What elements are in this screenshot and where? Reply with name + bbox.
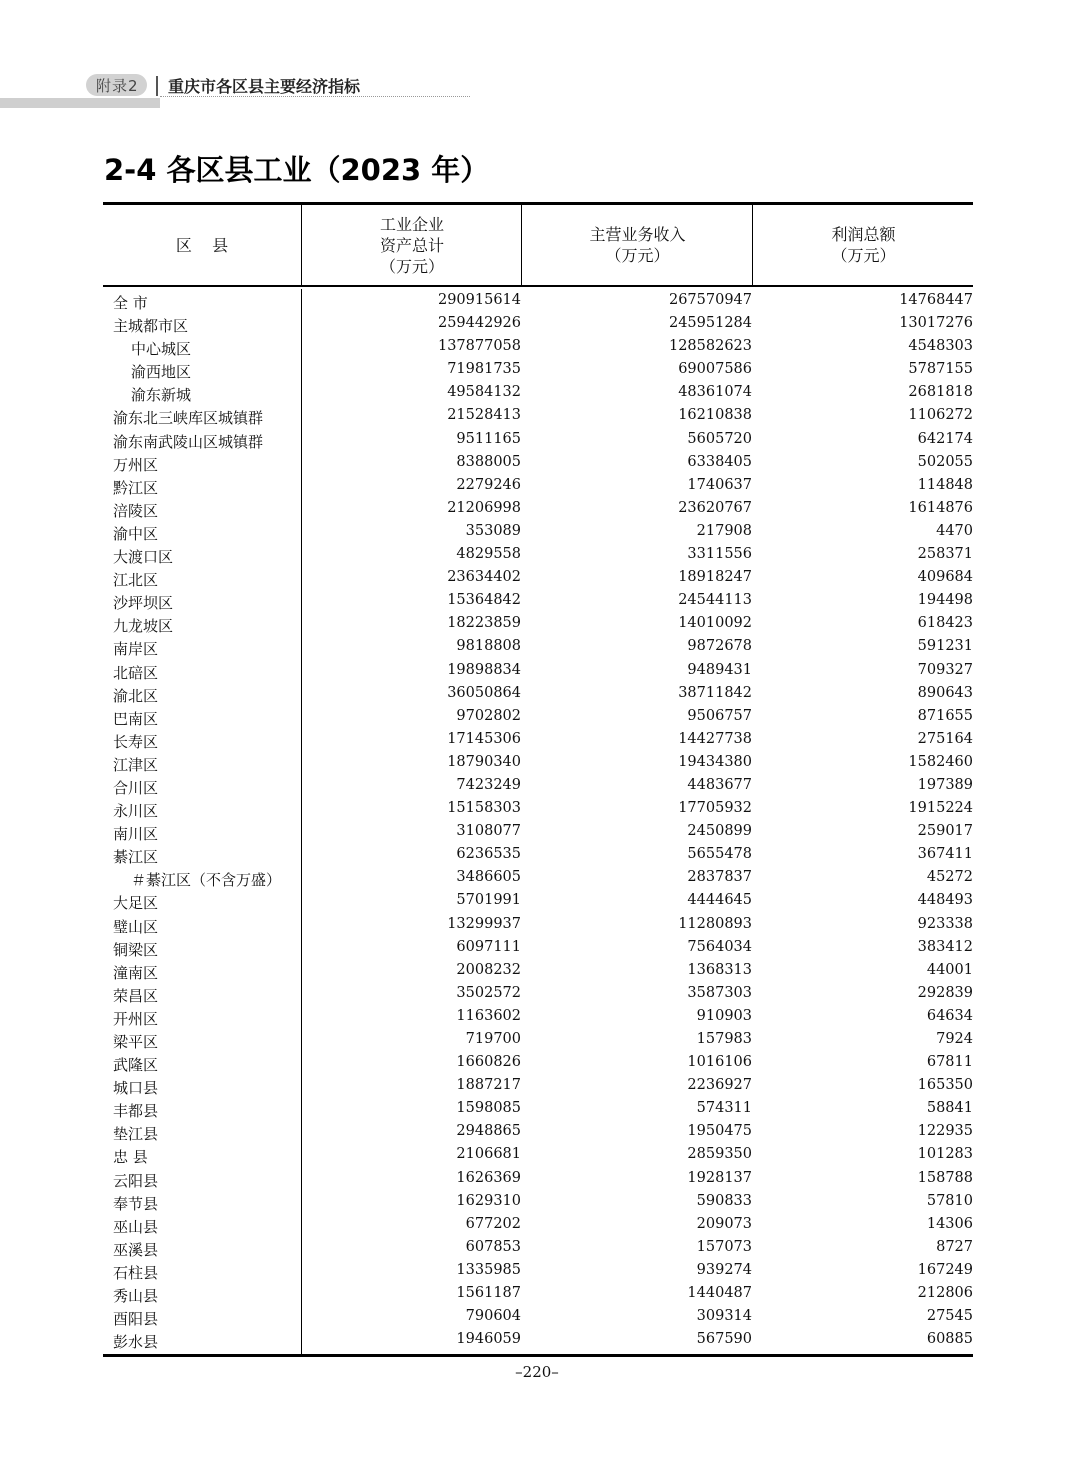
total-profit-cell: 45272 bbox=[926, 869, 973, 886]
district-name: 九龙坡区 bbox=[113, 617, 174, 636]
total-assets-cell: 49584132 bbox=[447, 384, 521, 401]
total-profit-cell: 642174 bbox=[917, 430, 973, 447]
total-profit-cell: 591231 bbox=[917, 638, 973, 655]
main-revenue-cell: 2859350 bbox=[687, 1146, 752, 1163]
main-revenue-cell: 17705932 bbox=[678, 800, 752, 817]
district-name: 合川区 bbox=[113, 778, 159, 797]
main-revenue-cell: 38711842 bbox=[678, 684, 752, 701]
total-profit-cell: 258371 bbox=[917, 546, 973, 563]
table-row bbox=[103, 381, 973, 404]
total-assets-cell: 71981735 bbox=[447, 361, 521, 378]
appendix-badge: 附录2 bbox=[86, 74, 147, 96]
total-assets-cell: 23634402 bbox=[447, 569, 521, 586]
main-revenue-cell: 14010092 bbox=[678, 615, 752, 632]
table-row bbox=[103, 612, 973, 635]
table-row bbox=[103, 959, 973, 982]
page-number: –220– bbox=[515, 1363, 559, 1381]
total-profit-cell: 448493 bbox=[917, 892, 973, 909]
district-name: 綦江区 bbox=[113, 848, 159, 867]
district-name: 长寿区 bbox=[113, 732, 159, 751]
table-row bbox=[103, 1005, 973, 1028]
total-assets-cell: 15158303 bbox=[447, 800, 521, 817]
total-profit-cell: 5787155 bbox=[908, 361, 973, 378]
total-profit-cell: 167249 bbox=[917, 1261, 973, 1278]
district-name: 全 市 bbox=[113, 294, 148, 312]
total-profit-cell: 383412 bbox=[917, 938, 973, 955]
total-assets-cell: 5701991 bbox=[456, 892, 521, 909]
table-row bbox=[103, 1236, 973, 1259]
total-profit-cell: 618423 bbox=[917, 615, 973, 632]
main-revenue-cell: 4483677 bbox=[687, 776, 752, 793]
total-profit-cell: 44001 bbox=[926, 961, 973, 978]
table-row bbox=[103, 1328, 973, 1351]
total-assets-cell: 2106681 bbox=[456, 1146, 521, 1163]
header-line: 资产总计 bbox=[379, 235, 444, 255]
main-revenue-cell: 217908 bbox=[696, 522, 752, 539]
district-name: 渝中区 bbox=[113, 524, 159, 543]
main-revenue-cell: 567590 bbox=[696, 1331, 752, 1348]
district-name: 铜梁区 bbox=[113, 940, 159, 959]
main-revenue-cell: 24544113 bbox=[678, 592, 752, 609]
total-profit-cell: 409684 bbox=[917, 569, 973, 586]
district-name: 秀山县 bbox=[113, 1287, 159, 1306]
district-name: 巫山县 bbox=[113, 1217, 159, 1236]
district-name: 巫溪县 bbox=[113, 1240, 159, 1259]
district-name: 云阳县 bbox=[113, 1171, 159, 1190]
total-assets-cell: 8388005 bbox=[456, 453, 521, 470]
total-assets-cell: 17145306 bbox=[447, 730, 521, 747]
total-assets-cell: 677202 bbox=[465, 1215, 521, 1232]
district-name: 开州区 bbox=[113, 1009, 159, 1028]
table-row bbox=[103, 289, 973, 312]
main-revenue-cell: 1016106 bbox=[687, 1054, 752, 1071]
header-line: 区 县 bbox=[175, 235, 229, 255]
header-line: （万元） bbox=[831, 246, 896, 265]
total-assets-cell: 2008232 bbox=[456, 961, 521, 978]
total-profit-cell: 14768447 bbox=[899, 292, 973, 308]
main-revenue-cell: 2450899 bbox=[687, 823, 752, 840]
table-row bbox=[103, 797, 973, 820]
table-row bbox=[103, 589, 973, 612]
total-profit-cell: 114848 bbox=[917, 476, 973, 493]
table-row bbox=[103, 497, 973, 520]
district-name: 大渡口区 bbox=[113, 548, 174, 567]
main-revenue-cell: 3311556 bbox=[687, 546, 752, 563]
total-assets-cell: 719700 bbox=[465, 1031, 521, 1047]
table-row bbox=[103, 358, 973, 381]
total-assets-cell: 1626369 bbox=[456, 1169, 521, 1186]
district-name: 奉节县 bbox=[113, 1194, 159, 1213]
total-assets-cell: 2279246 bbox=[456, 476, 521, 493]
main-revenue-cell: 48361074 bbox=[678, 384, 752, 401]
district-name: 北碚区 bbox=[113, 663, 159, 682]
total-profit-cell: 58841 bbox=[926, 1100, 973, 1117]
district-name: 武隆区 bbox=[113, 1056, 159, 1075]
district-name: 渝东南武陵山区城镇群 bbox=[113, 432, 264, 451]
total-profit-cell: 57810 bbox=[926, 1192, 973, 1209]
table-row bbox=[103, 1190, 973, 1213]
main-revenue-cell: 18918247 bbox=[678, 569, 752, 586]
district-name: 渝西地区 bbox=[131, 363, 192, 382]
main-revenue-cell: 3587303 bbox=[687, 984, 752, 1001]
table-row bbox=[103, 820, 973, 843]
total-profit-cell: 871655 bbox=[917, 707, 973, 724]
main-revenue-cell: 1950475 bbox=[687, 1123, 752, 1140]
district-name: 城口县 bbox=[113, 1079, 159, 1098]
table-header bbox=[103, 202, 973, 287]
total-profit-cell: 502055 bbox=[917, 453, 973, 470]
table-row bbox=[103, 451, 973, 474]
main-revenue-cell: 4444645 bbox=[687, 892, 752, 909]
total-profit-cell: 101283 bbox=[917, 1146, 973, 1163]
table-row bbox=[103, 1143, 973, 1166]
total-assets-cell: 1561187 bbox=[456, 1285, 521, 1302]
district-name: 江北区 bbox=[113, 571, 159, 590]
main-revenue-cell: 2236927 bbox=[687, 1077, 752, 1094]
main-revenue-cell: 209073 bbox=[696, 1215, 752, 1232]
table-row bbox=[103, 312, 973, 335]
page-title: 2-4 各区县工业（2023 年） bbox=[104, 153, 490, 187]
district-name: 沙坪坝区 bbox=[113, 594, 174, 613]
total-assets-cell: 259442926 bbox=[437, 315, 521, 332]
table-row bbox=[103, 1051, 973, 1074]
table-row bbox=[103, 728, 973, 751]
total-assets-cell: 36050864 bbox=[447, 684, 521, 701]
district-name: 梁平区 bbox=[113, 1033, 159, 1051]
main-revenue-cell: 23620767 bbox=[678, 499, 752, 516]
total-profit-cell: 275164 bbox=[917, 730, 973, 747]
district-name: 南川区 bbox=[113, 825, 159, 844]
district-name: 垫江县 bbox=[113, 1125, 159, 1144]
table-row bbox=[103, 774, 973, 797]
total-profit-cell: 67811 bbox=[926, 1054, 973, 1071]
total-profit-cell: 14306 bbox=[926, 1215, 973, 1232]
table-row bbox=[103, 474, 973, 497]
table-row bbox=[103, 659, 973, 682]
header-dotted-rule bbox=[160, 96, 470, 97]
total-profit-cell: 4548303 bbox=[908, 338, 973, 355]
main-revenue-cell: 1368313 bbox=[687, 961, 752, 978]
total-profit-cell: 212806 bbox=[917, 1285, 973, 1302]
total-profit-cell: 197389 bbox=[917, 776, 973, 793]
table-row bbox=[103, 913, 973, 936]
total-assets-cell: 353089 bbox=[465, 522, 521, 539]
main-revenue-cell: 245951284 bbox=[668, 315, 752, 332]
total-profit-cell: 122935 bbox=[917, 1123, 973, 1140]
total-profit-cell: 8727 bbox=[936, 1238, 973, 1255]
district-name: 渝北区 bbox=[113, 686, 159, 705]
total-profit-cell: 292839 bbox=[917, 984, 973, 1001]
main-revenue-cell: 157073 bbox=[696, 1238, 752, 1255]
district-name: 黔江区 bbox=[113, 478, 159, 497]
main-revenue-cell: 69007586 bbox=[678, 361, 752, 378]
district-name: 中心城区 bbox=[131, 340, 192, 359]
total-assets-cell: 9511165 bbox=[456, 430, 521, 447]
total-assets-cell: 3486605 bbox=[456, 869, 521, 886]
header-line: 工业企业 bbox=[379, 214, 444, 234]
total-assets-cell: 790604 bbox=[465, 1308, 521, 1325]
total-profit-cell: 923338 bbox=[917, 915, 973, 932]
header-divider bbox=[156, 76, 158, 96]
table-row bbox=[103, 1282, 973, 1305]
table-row bbox=[103, 520, 973, 543]
total-assets-cell: 21206998 bbox=[447, 499, 521, 516]
table-row bbox=[103, 1074, 973, 1097]
total-assets-cell: 607853 bbox=[465, 1238, 521, 1255]
district-name: 荣昌区 bbox=[113, 986, 159, 1005]
table-row bbox=[103, 982, 973, 1005]
header-line: （万元） bbox=[605, 246, 670, 265]
total-assets-cell: 9702802 bbox=[456, 707, 521, 724]
table-row bbox=[103, 335, 973, 358]
total-profit-cell: 259017 bbox=[917, 823, 973, 840]
table-row bbox=[103, 635, 973, 658]
main-revenue-cell: 1440487 bbox=[687, 1285, 752, 1302]
main-revenue-cell: 939274 bbox=[696, 1261, 752, 1278]
table-row bbox=[103, 1259, 973, 1282]
total-profit-cell: 4470 bbox=[936, 522, 973, 539]
total-assets-cell: 1887217 bbox=[456, 1077, 521, 1094]
total-assets-cell: 137877058 bbox=[437, 338, 521, 355]
total-profit-cell: 27545 bbox=[926, 1308, 973, 1325]
district-name: 石柱县 bbox=[113, 1263, 159, 1282]
district-name: 丰都县 bbox=[113, 1102, 159, 1121]
table-row bbox=[103, 428, 973, 451]
district-name: 璧山区 bbox=[113, 917, 159, 936]
total-assets-cell: 1946059 bbox=[456, 1331, 521, 1348]
header-total-profit bbox=[752, 205, 974, 285]
total-assets-cell: 1335985 bbox=[456, 1261, 521, 1278]
table-row bbox=[103, 1120, 973, 1143]
total-assets-cell: 1660826 bbox=[456, 1054, 521, 1071]
total-profit-cell: 13017276 bbox=[899, 315, 973, 332]
main-revenue-cell: 910903 bbox=[696, 1007, 752, 1024]
total-assets-cell: 21528413 bbox=[447, 407, 521, 424]
total-profit-cell: 64634 bbox=[926, 1007, 973, 1024]
district-name: 江津区 bbox=[113, 755, 159, 774]
main-revenue-cell: 14427738 bbox=[678, 730, 752, 747]
main-revenue-cell: 157983 bbox=[696, 1031, 752, 1047]
table-row bbox=[103, 543, 973, 566]
main-revenue-cell: 6338405 bbox=[687, 453, 752, 470]
main-revenue-cell: 590833 bbox=[696, 1192, 752, 1209]
header-gray-band bbox=[0, 98, 160, 108]
district-name: 万州区 bbox=[113, 455, 159, 474]
district-name: 巴南区 bbox=[113, 709, 159, 728]
total-assets-cell: 3502572 bbox=[456, 984, 521, 1001]
table-row bbox=[103, 936, 973, 959]
total-profit-cell: 60885 bbox=[926, 1331, 973, 1348]
total-assets-cell: 18223859 bbox=[447, 615, 521, 632]
table-row bbox=[103, 566, 973, 589]
main-revenue-cell: 128582623 bbox=[668, 338, 752, 355]
district-name: 永川区 bbox=[113, 802, 159, 821]
total-assets-cell: 6097111 bbox=[456, 938, 521, 955]
main-revenue-cell: 2837837 bbox=[687, 869, 752, 886]
district-name: 涪陵区 bbox=[113, 501, 159, 520]
main-revenue-cell: 19434380 bbox=[678, 753, 752, 770]
total-profit-cell: 165350 bbox=[917, 1077, 973, 1094]
district-name: 渝东北三峡库区城镇群 bbox=[113, 409, 264, 428]
total-assets-cell: 1163602 bbox=[456, 1007, 521, 1024]
district-name: 渝东新城 bbox=[131, 386, 192, 405]
district-name: 大足区 bbox=[113, 894, 159, 913]
main-revenue-cell: 1740637 bbox=[687, 476, 752, 493]
table-row bbox=[103, 705, 973, 728]
total-assets-cell: 13299937 bbox=[447, 915, 521, 932]
header-line: 利润总额 bbox=[831, 225, 896, 244]
table-row bbox=[103, 843, 973, 866]
total-profit-cell: 1582460 bbox=[908, 753, 973, 770]
table-row bbox=[103, 1213, 973, 1236]
section-title: 重庆市各区县主要经济指标 bbox=[168, 77, 361, 96]
main-revenue-cell: 5605720 bbox=[687, 430, 752, 447]
total-profit-cell: 890643 bbox=[917, 684, 973, 701]
main-revenue-cell: 7564034 bbox=[687, 938, 752, 955]
main-revenue-cell: 309314 bbox=[696, 1308, 752, 1325]
district-name: 彭水县 bbox=[113, 1333, 159, 1352]
total-assets-cell: 18790340 bbox=[447, 753, 521, 770]
header-district bbox=[103, 205, 301, 285]
main-revenue-cell: 11280893 bbox=[678, 915, 752, 932]
main-revenue-cell: 9506757 bbox=[687, 707, 752, 724]
total-assets-cell: 290915614 bbox=[437, 292, 521, 308]
header-line: （万元） bbox=[379, 256, 444, 276]
main-revenue-cell: 9872678 bbox=[687, 638, 752, 655]
district-name: 南岸区 bbox=[113, 640, 159, 659]
table-row bbox=[103, 682, 973, 705]
total-assets-cell: 19898834 bbox=[447, 661, 521, 678]
total-profit-cell: 194498 bbox=[917, 592, 973, 609]
total-assets-cell: 15364842 bbox=[447, 592, 521, 609]
total-profit-cell: 1106272 bbox=[908, 407, 973, 424]
total-profit-cell: 1614876 bbox=[908, 499, 973, 516]
main-revenue-cell: 267570947 bbox=[668, 292, 752, 308]
total-profit-cell: 367411 bbox=[917, 846, 973, 863]
table-row bbox=[103, 1305, 973, 1328]
district-name: 主城都市区 bbox=[113, 317, 189, 336]
total-profit-cell: 7924 bbox=[936, 1031, 973, 1047]
total-assets-cell: 3108077 bbox=[456, 823, 521, 840]
table-row bbox=[103, 1167, 973, 1190]
total-assets-cell: 7423249 bbox=[456, 776, 521, 793]
main-revenue-cell: 574311 bbox=[696, 1100, 752, 1117]
total-profit-cell: 158788 bbox=[917, 1169, 973, 1186]
total-assets-cell: 1629310 bbox=[456, 1192, 521, 1209]
header-main-revenue bbox=[521, 205, 753, 285]
main-revenue-cell: 9489431 bbox=[687, 661, 752, 678]
table-row bbox=[103, 1097, 973, 1120]
table-row bbox=[103, 751, 973, 774]
total-assets-cell: 9818808 bbox=[456, 638, 521, 655]
total-profit-cell: 2681818 bbox=[908, 384, 973, 401]
table-row bbox=[103, 866, 973, 889]
total-assets-cell: 4829558 bbox=[456, 546, 521, 563]
table-body bbox=[103, 289, 973, 1357]
district-name: 潼南区 bbox=[113, 963, 159, 982]
main-revenue-cell: 5655478 bbox=[687, 846, 752, 863]
main-revenue-cell: 16210838 bbox=[678, 407, 752, 424]
table-row bbox=[103, 1028, 973, 1051]
district-name: 酉阳县 bbox=[113, 1310, 159, 1329]
table-row bbox=[103, 889, 973, 912]
total-assets-cell: 1598085 bbox=[456, 1100, 521, 1117]
table-row bbox=[103, 404, 973, 427]
industry-table bbox=[103, 202, 973, 1357]
district-name: ＃綦江区（不含万盛） bbox=[131, 871, 282, 890]
header-line: 主营业务收入 bbox=[589, 225, 686, 244]
total-profit-cell: 709327 bbox=[917, 661, 973, 678]
header-total-assets bbox=[301, 205, 522, 285]
total-assets-cell: 6236535 bbox=[456, 846, 521, 863]
total-profit-cell: 1915224 bbox=[908, 800, 973, 817]
district-name: 忠 县 bbox=[113, 1148, 148, 1167]
main-revenue-cell: 1928137 bbox=[687, 1169, 752, 1186]
total-assets-cell: 2948865 bbox=[456, 1123, 521, 1140]
